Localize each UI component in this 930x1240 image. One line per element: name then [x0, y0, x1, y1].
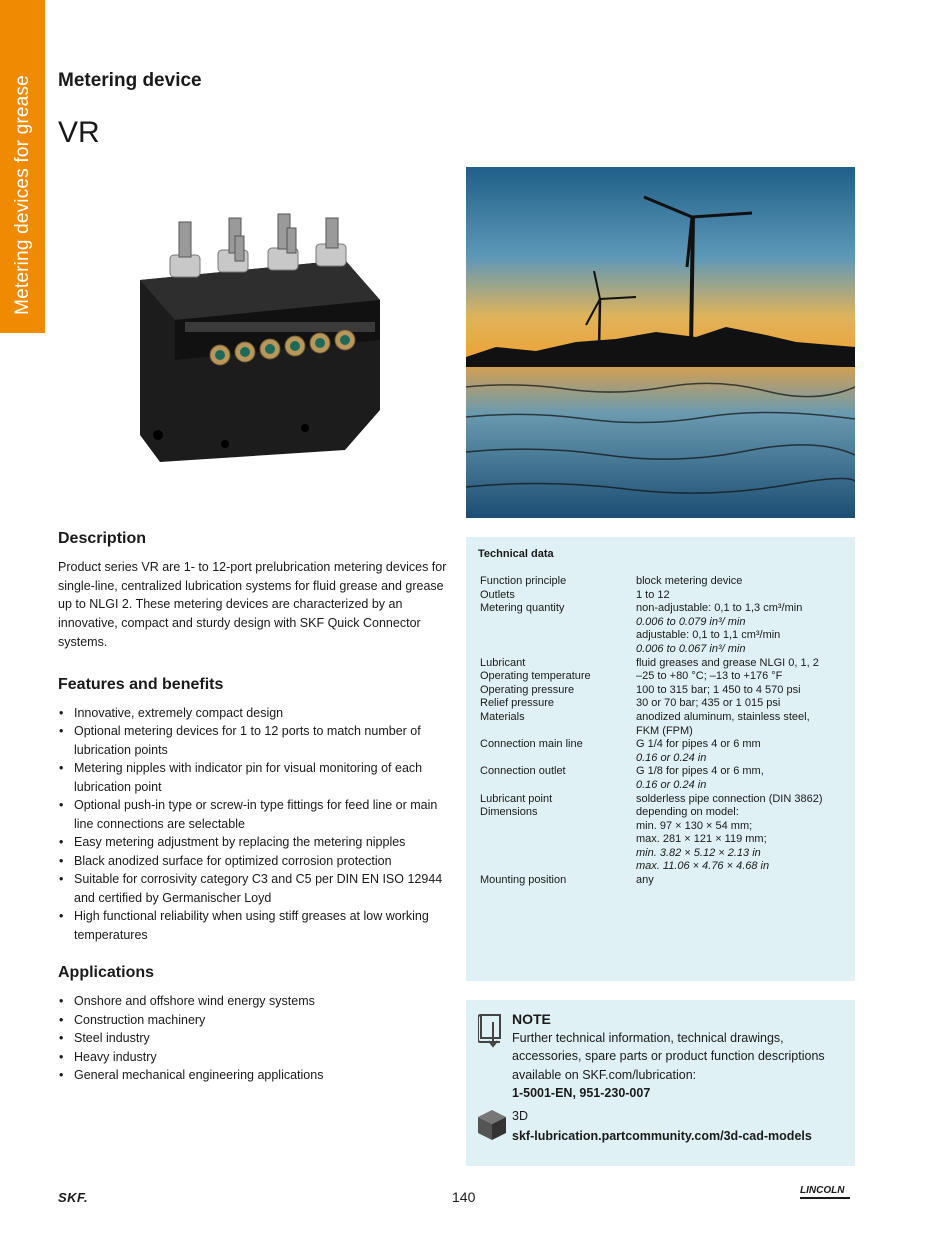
tech-value-line: max. 281 × 121 × 119 mm; — [636, 833, 767, 846]
tech-value-line: min. 97 × 130 × 54 mm; — [636, 819, 753, 832]
tech-label: Lubricant — [480, 656, 526, 669]
section-tab — [0, 0, 45, 333]
tech-value-line: depending on model: — [636, 806, 739, 819]
tech-row — [480, 711, 850, 738]
note-text-block — [512, 1010, 847, 1146]
tech-label: Operating pressure — [480, 683, 575, 696]
tech-value — [636, 793, 850, 807]
list-item: • Construction machinery — [58, 1011, 453, 1030]
tech-row — [480, 602, 850, 656]
tech-value-line: 0.16 or 0.24 in — [636, 751, 707, 764]
list-item: • Metering nipples with indicator pin for visual monitoring of each lubrication point — [58, 759, 453, 796]
list-item: • General mechanical engineering applications — [58, 1066, 453, 1085]
note-panel — [466, 1000, 855, 1166]
tech-row — [480, 874, 850, 888]
list-item: • Black anodized surface for optimized corrosion protection — [58, 852, 453, 871]
tech-value-line: any — [636, 874, 654, 887]
applications-heading: Applications — [58, 964, 155, 982]
tech-row — [480, 670, 850, 684]
cad-link[interactable]: skf-lubrication.partcommunity.com/3d-cad-models — [512, 1129, 812, 1143]
tech-value-line: adjustable: 0,1 to 1,1 cm³/min — [636, 629, 781, 642]
tech-value-line: G 1/4 for pipes 4 or 6 mm — [636, 738, 761, 751]
tech-value-line: max. 11.06 × 4.76 × 4.68 in — [636, 860, 770, 873]
tech-value — [636, 657, 850, 671]
tech-value — [636, 874, 850, 888]
tech-label: Dimensions — [480, 806, 538, 819]
cad-label: 3D — [512, 1108, 528, 1123]
tech-value-line: fluid greases and grease NLGI 0, 1, 2 — [636, 656, 819, 669]
tech-value-line: FKM (FPM) — [636, 724, 693, 737]
tech-value-line: solderless pipe connection (DIN 3862) — [636, 792, 823, 805]
tech-value-line: 0.006 to 0.067 in³/ min — [636, 642, 746, 655]
tech-value — [636, 765, 850, 792]
tech-value-line: –25 to +80 °C; –13 to +176 °F — [636, 670, 783, 683]
description-text: Product series VR are 1- to 12-port prelubrication metering devices for single-line, centralized lubrication systems for fluid grease and grease up to NLGI 2. These metering devices are characterized by an innovative, compact and sturdy design with SKF Quick Connector systems. — [58, 560, 447, 649]
metering-device-photo — [130, 200, 390, 470]
note-codes: 1-5001-EN, 951-230-007 — [512, 1086, 651, 1100]
list-item: • Optional push-in type or screw-in type fittings for feed line or main line connections are selectable — [58, 796, 453, 833]
tech-value-line: block metering device — [636, 575, 743, 587]
tech-label: Function principle — [480, 575, 567, 587]
tech-label: Outlets — [480, 588, 515, 601]
wind-turbine-photo — [466, 167, 855, 518]
tech-row — [480, 575, 850, 589]
tech-value — [636, 670, 850, 684]
skf-logo: SKF. — [58, 1190, 89, 1205]
tech-value — [636, 575, 850, 589]
tech-row — [480, 793, 850, 807]
technical-data-table — [480, 575, 850, 888]
tech-value-line: 100 to 315 bar; 1 450 to 4 570 psi — [636, 683, 801, 696]
list-item: • Steel industry — [58, 1029, 453, 1048]
tech-value — [636, 684, 850, 698]
section-tab-label: Metering devices for grease — [12, 75, 33, 315]
list-item: • Easy metering adjustment by replacing the metering nipples — [58, 833, 453, 852]
note-heading: NOTE — [512, 1011, 551, 1027]
list-item: • Heavy industry — [58, 1048, 453, 1067]
tech-label: Connection outlet — [480, 765, 566, 778]
tech-row — [480, 684, 850, 698]
applications-list — [58, 992, 453, 1085]
tech-value — [636, 806, 850, 874]
tech-value-line: anodized aluminum, stainless steel, — [636, 710, 810, 723]
tech-value-line: 0.006 to 0.079 in³/ min — [636, 615, 746, 628]
tech-value — [636, 711, 850, 738]
tech-label: Relief pressure — [480, 697, 554, 710]
tech-label: Materials — [480, 710, 525, 723]
lincoln-logo: LINCOLN — [800, 1185, 850, 1199]
tech-row — [480, 806, 850, 874]
tech-row — [480, 657, 850, 671]
list-item: • Optional metering devices for 1 to 12 ports to match number of lubrication points — [58, 722, 453, 759]
list-item: • Suitable for corrosivity category C3 and C5 per DIN EN ISO 12944 and certified by Germanischer Loyd — [58, 870, 453, 907]
tech-value — [636, 602, 850, 656]
tech-value-line: 1 to 12 — [636, 588, 670, 601]
list-item: • High functional reliability when using stiff greases at low working temperatures — [58, 907, 453, 944]
tech-row — [480, 738, 850, 765]
list-item: • Onshore and offshore wind energy systems — [58, 992, 453, 1011]
tech-value-line: non-adjustable: 0,1 to 1,3 cm³/min — [636, 602, 803, 615]
features-list — [58, 704, 453, 945]
page-subtitle: Metering device — [58, 70, 202, 91]
tech-row — [480, 589, 850, 603]
tech-value-line: min. 3.82 × 5.12 × 2.13 in — [636, 846, 761, 859]
tech-label: Connection main line — [480, 738, 583, 751]
tech-value-line: G 1/8 for pipes 4 or 6 mm, — [636, 765, 764, 778]
page-title: VR — [58, 116, 100, 149]
tech-value-line: 0.16 or 0.24 in — [636, 778, 707, 791]
technical-data-title: Technical data — [478, 548, 554, 560]
tech-row — [480, 697, 850, 711]
left-column — [58, 530, 453, 1105]
tech-row — [480, 765, 850, 792]
features-heading: Features and benefits — [58, 675, 224, 693]
tech-value-line: 30 or 70 bar; 435 or 1 015 psi — [636, 697, 781, 710]
tech-value — [636, 738, 850, 765]
cube-icon — [476, 1108, 508, 1142]
description-heading: Description — [58, 530, 147, 547]
tech-label: Lubricant point — [480, 792, 553, 805]
tech-value — [636, 697, 850, 711]
tech-value — [636, 589, 850, 603]
page-number: 140 — [452, 1189, 476, 1205]
tech-label: Mounting position — [480, 874, 567, 887]
note-text: Further technical information, technical drawings, accessories, spare parts or product function descriptions available on SKF.com/lubrication: — [512, 1030, 825, 1082]
tech-label: Metering quantity — [480, 602, 565, 615]
technical-data-panel — [466, 537, 855, 981]
book-icon — [478, 1012, 506, 1048]
tech-label: Operating temperature — [480, 670, 591, 683]
list-item: • Innovative, extremely compact design — [58, 704, 453, 723]
